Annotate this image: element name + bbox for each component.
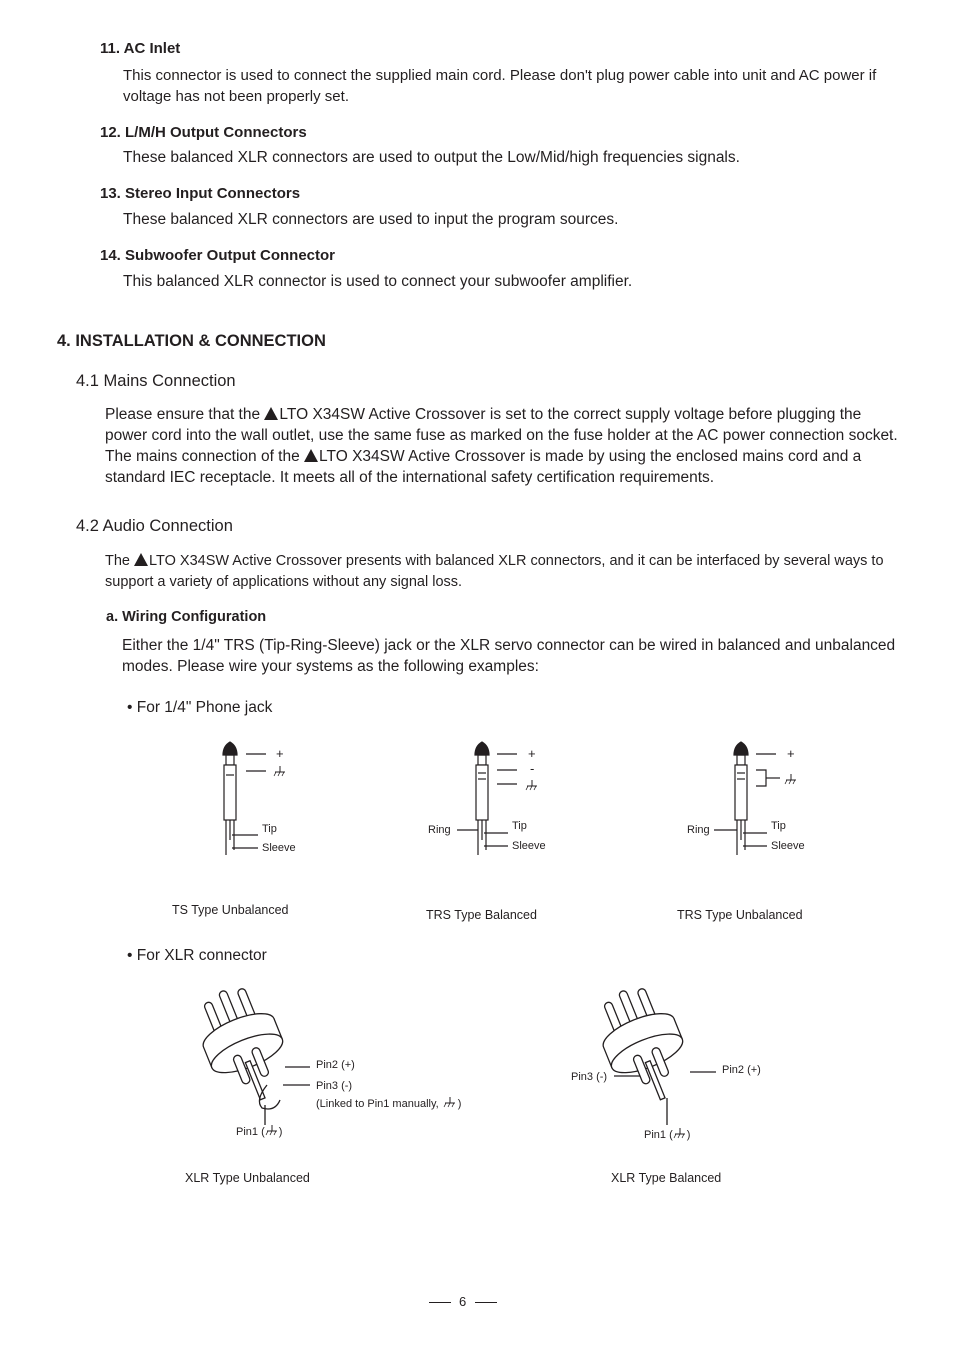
item-14-title: 14. Subwoofer Output Connector bbox=[100, 247, 335, 264]
xlr-unbal-linked-label bbox=[316, 1096, 461, 1110]
bullet-phone-jack: • For 1/4" Phone jack bbox=[127, 699, 273, 716]
xlr-unbal-pin3-label: Pin3 (-) bbox=[316, 1080, 353, 1092]
xlr-bal-pin3-label: Pin3 (-) bbox=[571, 1071, 608, 1083]
pin1-end: ) bbox=[686, 1129, 691, 1141]
linked-end: ) bbox=[457, 1098, 462, 1110]
trs-bal-minus-label: - bbox=[530, 761, 535, 776]
pin1-end: ) bbox=[278, 1126, 283, 1138]
pin1-text: Pin1 ( bbox=[236, 1126, 265, 1138]
ground-icon bbox=[442, 1096, 458, 1110]
trs-unbal-caption: TRS Type Unbalanced bbox=[677, 908, 803, 922]
bullet-xlr: • For XLR connector bbox=[127, 947, 267, 964]
mains-title: 4.1 Mains Connection bbox=[76, 372, 236, 390]
trs-bal-caption: TRS Type Balanced bbox=[426, 908, 537, 922]
trs-bal-sleeve-label: Sleeve bbox=[512, 840, 546, 852]
section-title: 4. INSTALLATION & CONNECTION bbox=[57, 332, 326, 350]
item-13-title: 13. Stereo Input Connectors bbox=[100, 185, 301, 202]
trs-unbal-ring-label: Ring bbox=[687, 824, 710, 836]
ts-tip-label: Tip bbox=[262, 823, 277, 835]
mains-text-c: LTO X34SW Active Crossover is made by using the enclosed mains cord and a standard IEC receptacle. It meets all of the international safety certification requirements. bbox=[105, 448, 862, 486]
audio-text-a: The bbox=[105, 553, 135, 569]
trs-unbal-sleeve-label: Sleeve bbox=[771, 840, 805, 852]
ts-caption: TS Type Unbalanced bbox=[172, 903, 289, 917]
item-11-text: This connector is used to connect the supplied main cord. Please don't plug power cable into unit and AC power if voltage has not been properly set. bbox=[123, 67, 877, 105]
pin1-text: Pin1 ( bbox=[644, 1129, 673, 1141]
item-12-text: These balanced XLR connectors are used to output the Low/Mid/high frequencies signals. bbox=[123, 149, 740, 166]
ground-icon bbox=[673, 1127, 687, 1141]
item-11-title: 11. AC Inlet bbox=[100, 40, 181, 57]
trs-unbal-tip-label: Tip bbox=[771, 820, 786, 832]
xlr-unbalanced-plug-icon bbox=[187, 977, 310, 1125]
ground-icon bbox=[265, 1124, 279, 1138]
page-number-rule-right bbox=[475, 1302, 497, 1303]
ts-sleeve-label: Sleeve bbox=[262, 842, 296, 854]
xlr-unbal-caption: XLR Type Unbalanced bbox=[185, 1171, 310, 1185]
xlr-bal-pin2-label: Pin2 (+) bbox=[722, 1064, 761, 1076]
audio-title: 4.2 Audio Connection bbox=[76, 517, 233, 535]
trs-bal-plus-label: + bbox=[528, 746, 536, 761]
wiring-text: Either the 1/4" TRS (Tip-Ring-Sleeve) jack or the XLR servo connector can be wired in balanced and unbalanced modes. Please wire your systems as the following examples: bbox=[122, 637, 896, 675]
xlr-balanced-plug-icon bbox=[587, 977, 716, 1125]
wiring-title: a. Wiring Configuration bbox=[106, 609, 267, 625]
xlr-bal-pin1-label bbox=[644, 1127, 690, 1141]
page-number-rule-left bbox=[429, 1302, 451, 1303]
ts-plus-label: + bbox=[276, 746, 284, 761]
item-14-text: This balanced XLR connector is used to connect your subwoofer amplifier. bbox=[123, 273, 633, 290]
item-12-title: 12. L/M/H Output Connectors bbox=[100, 124, 307, 141]
xlr-bal-caption: XLR Type Balanced bbox=[611, 1171, 722, 1185]
linked-text: (Linked to Pin1 manually, bbox=[316, 1098, 439, 1110]
trs-bal-ring-label: Ring bbox=[428, 824, 451, 836]
xlr-unbal-pin2-label: Pin2 (+) bbox=[316, 1059, 355, 1071]
trs-bal-tip-label: Tip bbox=[512, 820, 527, 832]
item-13-text: These balanced XLR connectors are used to input the program sources. bbox=[123, 211, 619, 228]
audio-text-b: LTO X34SW Active Crossover presents with balanced XLR connectors, and it can be interfaced by several ways to support a variety of applications without any signal loss. bbox=[105, 553, 884, 590]
xlr-unbal-pin1-label bbox=[236, 1124, 282, 1138]
mains-text-b: LTO X34SW Active Crossover is set to the correct supply voltage before plugging the power cord into the wall outlet, use the same fuse as marked on the fuse holder at the AC power connection socket. The mains connection of the bbox=[105, 406, 898, 465]
mains-text-a: Please ensure that the bbox=[105, 406, 265, 423]
page-number: 6 bbox=[459, 1294, 467, 1309]
trs-unbal-plus-label: + bbox=[787, 746, 795, 761]
